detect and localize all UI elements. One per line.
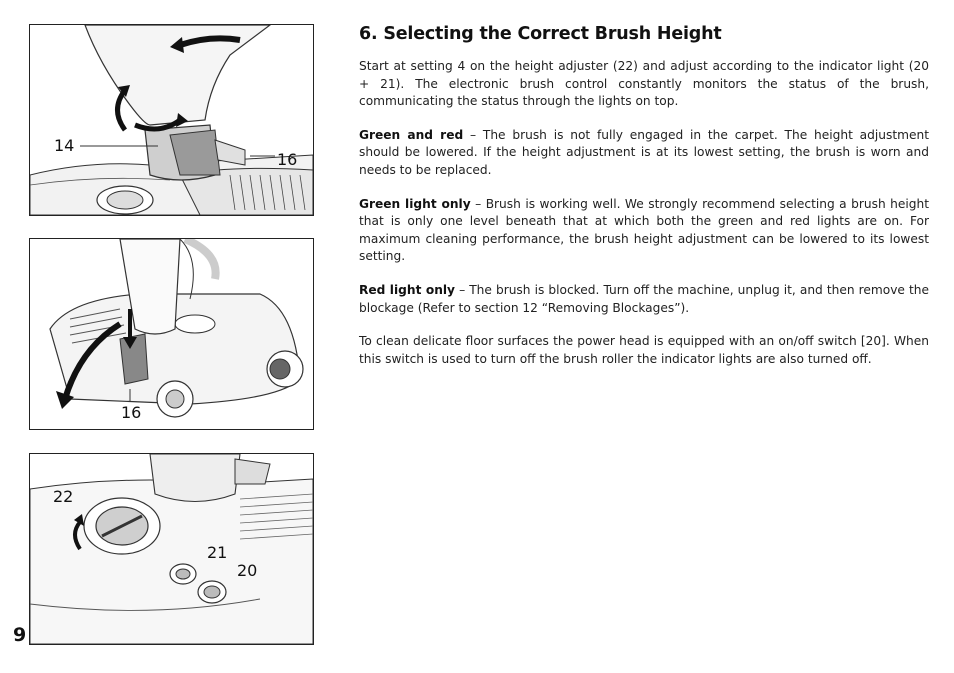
green-only-term: Green light only xyxy=(359,196,471,211)
intro-paragraph: Start at setting 4 on the height adjuster (22) and adjust according to the indicator light (20 + 21). The electronic brush control constantly monitors the status of the brush, communicating the status through the lights on top. xyxy=(359,59,929,109)
red-only-term: Red light only xyxy=(359,282,455,297)
figure-1-release-handle xyxy=(29,24,314,216)
figure-1-illustration xyxy=(30,25,313,215)
figure-3-illustration xyxy=(30,454,313,644)
callout-20: 20 xyxy=(237,561,258,580)
callout-22: 22 xyxy=(53,487,74,506)
callout-16: 16 xyxy=(121,403,142,422)
red-only-text: – The brush is blocked. Turn off the machine, unplug it, and then remove the blockage (Refer to section 12 “Removing Blockages”). xyxy=(359,282,929,315)
page-number: 9 xyxy=(13,624,27,646)
figure-2-illustration xyxy=(30,239,313,429)
green-only-text: – Brush is working well. We strongly recommend selecting a brush height that is only one level beneath that at which both the green and red lights are on. For maximum cleaning performance, the brush height adjustment can be lowered to its lowest setting. xyxy=(359,196,929,264)
green-only-paragraph xyxy=(359,196,929,266)
green-and-red-text: – The brush is not fully engaged in the carpet. The height adjustment should be lowered. If the height adjustment is at its lowest setting, the brush is worn and needs to be replaced. xyxy=(359,127,929,177)
figure-3-height-adjuster xyxy=(29,453,314,645)
section-title: 6. Selecting the Correct Brush Height xyxy=(359,24,722,44)
red-only-paragraph xyxy=(359,282,929,317)
green-and-red-paragraph xyxy=(359,127,929,180)
callout-16: 16 xyxy=(277,150,298,169)
figure-2-push-pedal xyxy=(29,238,314,430)
callout-21: 21 xyxy=(207,543,228,562)
closing-paragraph: To clean delicate floor surfaces the power head is equipped with an on/off switch [20]. When this switch is used to turn off the brush roller the indicator lights are also turned off. xyxy=(359,334,929,366)
section-content xyxy=(359,24,929,384)
green-and-red-term: Green and red xyxy=(359,127,464,142)
callout-14: 14 xyxy=(54,136,75,155)
